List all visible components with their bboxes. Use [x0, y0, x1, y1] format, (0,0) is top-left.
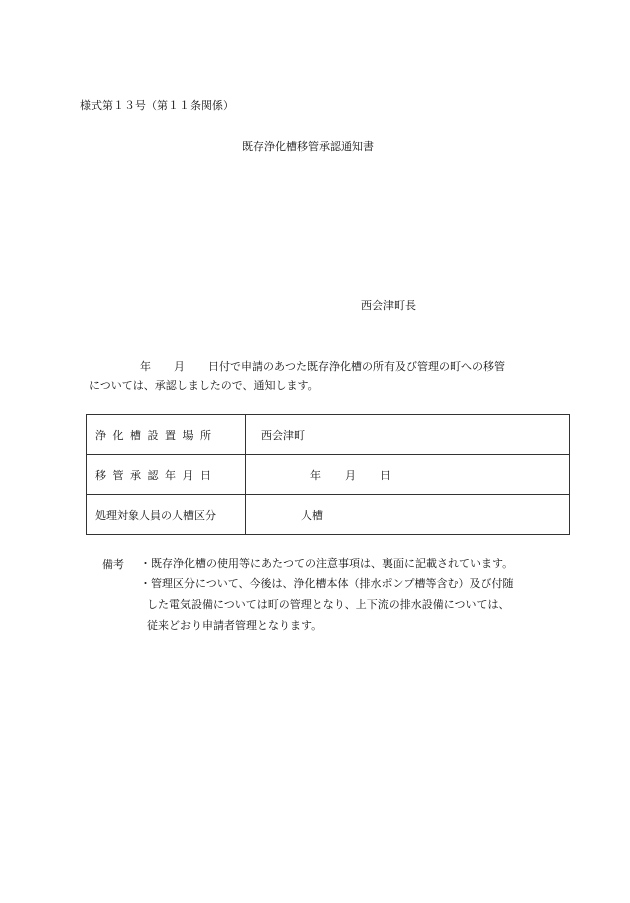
label-capacity-class: 処理対象人員の人槽区分: [87, 495, 246, 535]
remarks-item-2-line-2: した電気設備については町の管理となり、上下流の排水設備については、: [147, 598, 510, 611]
table-row: [87, 415, 570, 455]
body-text-line-2: については、承認しましたので、通知します。: [89, 379, 319, 392]
remarks-item-2-line-1: ・管理区分について、今後は、浄化槽本体（排水ポンプ槽等含む）及び付随: [140, 577, 514, 590]
form-number: 様式第１３号（第１１条関係）: [80, 99, 234, 112]
value-capacity-class-text: 人槽: [301, 508, 323, 522]
remarks-item-1: ・既存浄化槽の使用等にあたつての注意事項は、裏面に記載されています。: [140, 557, 514, 570]
info-table: [86, 414, 570, 535]
label-approval-date: 移管承認年月日: [87, 455, 246, 495]
body-year: 年: [140, 360, 151, 373]
label-installation-site: 浄化槽設置場所: [87, 415, 246, 455]
value-approval-date: [246, 455, 570, 495]
approval-day: 日: [380, 468, 391, 482]
remarks-item-2-line-3: 従来どおり申請者管理となります。: [147, 619, 323, 632]
approval-month: 月: [345, 468, 356, 482]
value-installation-site: [246, 415, 570, 455]
table-row: [87, 455, 570, 495]
issuer-name: 西会津町長: [361, 299, 416, 312]
value-installation-site-text: 西会津町: [261, 428, 305, 442]
body-day-text: 日付で申請のあつた既存浄化槽の所有及び管理の町への移管: [208, 360, 505, 373]
body-month: 月: [174, 360, 185, 373]
body-text-line-1: [140, 358, 505, 374]
remarks-heading: 備考: [102, 558, 124, 571]
table-row: [87, 495, 570, 535]
document-title: 既存浄化槽移管承認通知書: [242, 140, 374, 153]
approval-year: 年: [310, 468, 321, 482]
value-capacity-class: [246, 495, 570, 535]
